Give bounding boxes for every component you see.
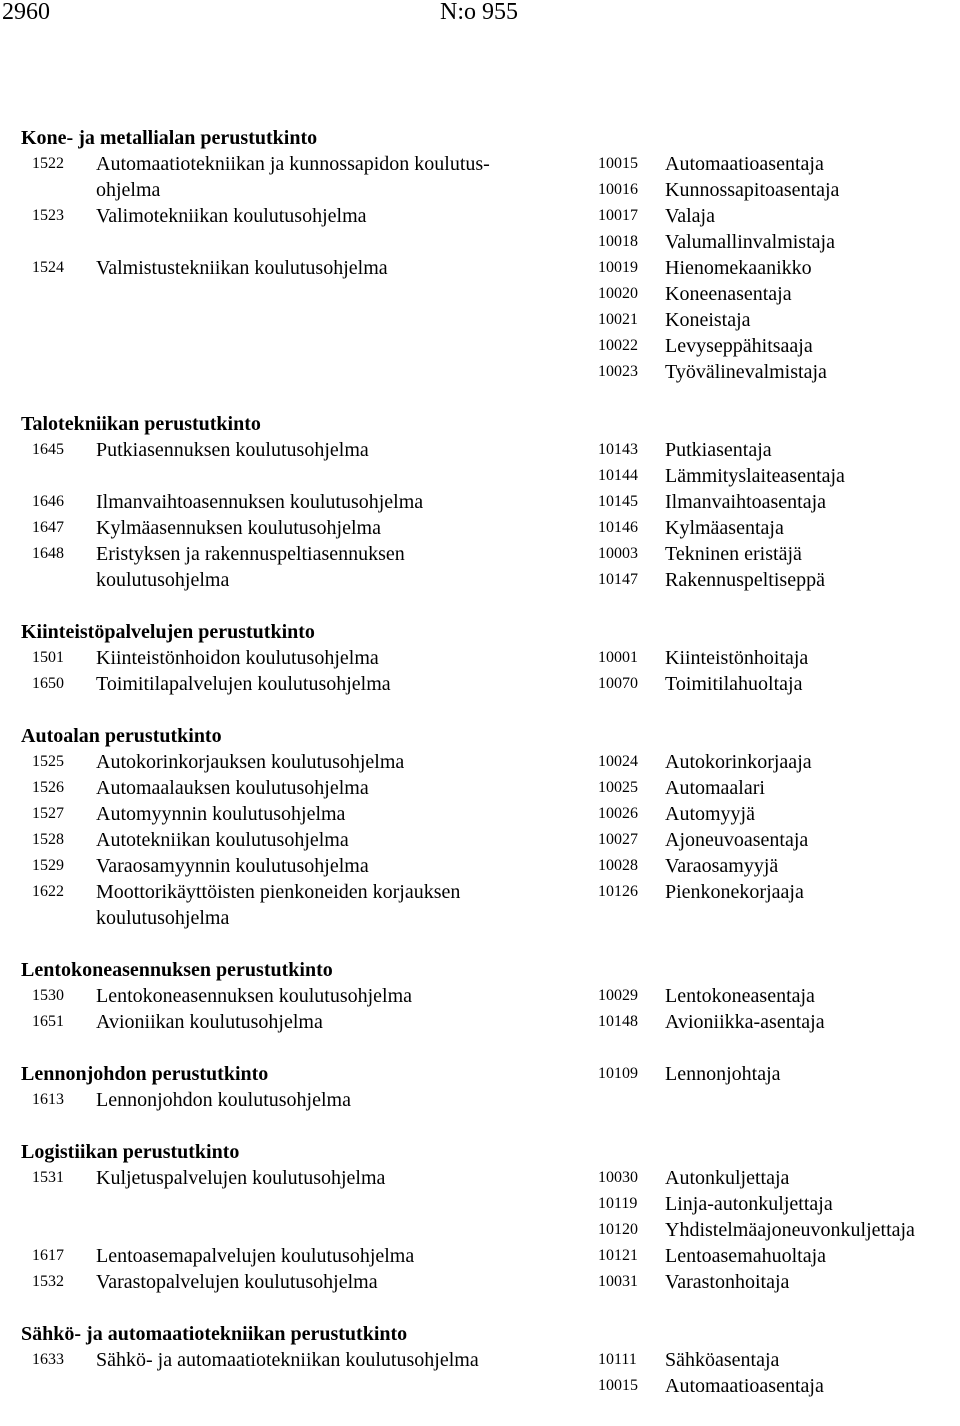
occupation-code: 10022 bbox=[598, 337, 638, 354]
occupation-title: Sähköasentaja bbox=[665, 1349, 780, 1371]
occupation-title: Putkiasentaja bbox=[665, 439, 772, 461]
programme-name: Lentoasemapalvelujen koulutusohjelma bbox=[96, 1245, 415, 1267]
programme-name: Sähkö- ja automaatiotekniikan koulutusohjelma bbox=[96, 1349, 479, 1371]
table-row bbox=[0, 203, 960, 229]
section-spacer bbox=[0, 697, 960, 723]
occupation-title: Kiinteistönhoitaja bbox=[665, 647, 809, 669]
section-title: Kone- ja metallialan perustutkinto bbox=[21, 127, 318, 149]
programme-name: Autokorinkorjauksen koulutusohjelma bbox=[96, 751, 405, 773]
table-row bbox=[0, 1269, 960, 1295]
table-row bbox=[0, 1087, 960, 1113]
table-row bbox=[0, 1009, 960, 1035]
occupation-code: 10119 bbox=[598, 1195, 638, 1212]
section-title: Sähkö- ja automaatiotekniikan perustutkinto bbox=[21, 1323, 408, 1345]
programme-code: 1526 bbox=[32, 779, 64, 796]
table-row bbox=[0, 671, 960, 697]
programme-code: 1530 bbox=[32, 987, 64, 1004]
programme-name: Automaalauksen koulutusohjelma bbox=[96, 777, 369, 799]
programme-code: 1650 bbox=[32, 675, 64, 692]
table-row bbox=[0, 307, 960, 333]
occupation-code: 10070 bbox=[598, 675, 638, 692]
occupation-code: 10025 bbox=[598, 779, 638, 796]
occupation-code: 10126 bbox=[598, 883, 638, 900]
table-row bbox=[0, 333, 960, 359]
occupation-title: Kunnossapitoasentaja bbox=[665, 179, 840, 201]
section-spacer bbox=[0, 1295, 960, 1321]
programme-code: 1527 bbox=[32, 805, 64, 822]
section-heading-line bbox=[0, 125, 960, 151]
page-header bbox=[0, 0, 960, 30]
occupation-code: 10148 bbox=[598, 1013, 638, 1030]
section-title: Logistiikan perustutkinto bbox=[21, 1141, 240, 1163]
programme-name: koulutusohjelma bbox=[96, 907, 230, 929]
occupation-title: Varastonhoitaja bbox=[665, 1271, 790, 1293]
section-title: Talotekniikan perustutkinto bbox=[21, 413, 261, 435]
programme-code: 1613 bbox=[32, 1091, 64, 1108]
table-row bbox=[0, 1217, 960, 1243]
occupation-title: Koneenasentaja bbox=[665, 283, 792, 305]
section-heading-line bbox=[0, 411, 960, 437]
table-row bbox=[0, 827, 960, 853]
section-title: Autoalan perustutkinto bbox=[21, 725, 222, 747]
table-row bbox=[0, 567, 960, 593]
table-row bbox=[0, 541, 960, 567]
occupation-title: Työvälinevalmistaja bbox=[665, 361, 827, 383]
occupation-title: Levyseppähitsaaja bbox=[665, 335, 813, 357]
occupation-title: Automaatioasentaja bbox=[665, 1375, 824, 1397]
table-row bbox=[0, 853, 960, 879]
occupation-code: 10144 bbox=[598, 467, 638, 484]
occupation-title: Linja-autonkuljettaja bbox=[665, 1193, 833, 1215]
table-row bbox=[0, 1347, 960, 1373]
table-row bbox=[0, 645, 960, 671]
programme-name: Automaatiotekniikan ja kunnossapidon koulutus- bbox=[96, 153, 490, 175]
occupation-title: Automyyjä bbox=[665, 803, 755, 825]
occupation-code: 10143 bbox=[598, 441, 638, 458]
programme-name: Varastopalvelujen koulutusohjelma bbox=[96, 1271, 378, 1293]
occupation-title: Ajoneuvoasentaja bbox=[665, 829, 809, 851]
programme-name: Kuljetuspalvelujen koulutusohjelma bbox=[96, 1167, 386, 1189]
occupation-title: Automaatioasentaja bbox=[665, 153, 824, 175]
programme-code: 1647 bbox=[32, 519, 64, 536]
occupation-title: Toimitilahuoltaja bbox=[665, 673, 803, 695]
section-title: Kiinteistöpalvelujen perustutkinto bbox=[21, 621, 315, 643]
occupation-title: Lennonjohtaja bbox=[665, 1063, 781, 1085]
occupation-code: 10028 bbox=[598, 857, 638, 874]
table-row bbox=[0, 905, 960, 931]
programme-code: 1501 bbox=[32, 649, 64, 666]
programme-name: Valmistustekniikan koulutusohjelma bbox=[96, 257, 388, 279]
occupation-code: 10003 bbox=[598, 545, 638, 562]
table-row bbox=[0, 1373, 960, 1399]
section-heading-line bbox=[0, 1139, 960, 1165]
table-row bbox=[0, 489, 960, 515]
occupation-code: 10146 bbox=[598, 519, 638, 536]
programme-name: Eristyksen ja rakennuspeltiasennuksen bbox=[96, 543, 405, 565]
occupation-title: Pienkonekorjaaja bbox=[665, 881, 804, 903]
occupation-title: Rakennuspeltiseppä bbox=[665, 569, 825, 591]
programme-code: 1524 bbox=[32, 259, 64, 276]
table-row bbox=[0, 463, 960, 489]
occupation-title: Varaosamyyjä bbox=[665, 855, 779, 877]
programme-name: Moottorikäyttöisten pienkoneiden korjauksen bbox=[96, 881, 461, 903]
occupation-code: 10018 bbox=[598, 233, 638, 250]
table-row bbox=[0, 801, 960, 827]
occupation-code: 10017 bbox=[598, 207, 638, 224]
table-row bbox=[0, 177, 960, 203]
section-title: Lentokoneasennuksen perustutkinto bbox=[21, 959, 333, 981]
occupation-code: 10029 bbox=[598, 987, 638, 1004]
programme-code: 1522 bbox=[32, 155, 64, 172]
occupation-title: Lämmityslaiteasentaja bbox=[665, 465, 845, 487]
section-spacer bbox=[0, 1113, 960, 1139]
occupation-title: Lentokoneasentaja bbox=[665, 985, 815, 1007]
programme-name: Varaosamyynnin koulutusohjelma bbox=[96, 855, 369, 877]
section-heading-line bbox=[0, 723, 960, 749]
programme-name: Kylmäasennuksen koulutusohjelma bbox=[96, 517, 381, 539]
programme-code: 1633 bbox=[32, 1351, 64, 1368]
occupation-code: 10111 bbox=[598, 1351, 637, 1368]
programme-code: 1648 bbox=[32, 545, 64, 562]
occupation-code: 10026 bbox=[598, 805, 638, 822]
occupation-title: Ilmanvaihtoasentaja bbox=[665, 491, 827, 513]
occupation-code: 10015 bbox=[598, 1377, 638, 1394]
table-row bbox=[0, 437, 960, 463]
occupation-title: Avioniikka-asentaja bbox=[665, 1011, 825, 1033]
occupation-code: 10015 bbox=[598, 155, 638, 172]
programme-name: Automyynnin koulutusohjelma bbox=[96, 803, 346, 825]
section-spacer bbox=[0, 1035, 960, 1061]
occupation-title: Hienomekaanikko bbox=[665, 257, 812, 279]
occupation-title: Autonkuljettaja bbox=[665, 1167, 790, 1189]
occupation-code: 10023 bbox=[598, 363, 638, 380]
table-row bbox=[0, 1191, 960, 1217]
occupation-title: Valumallinvalmistaja bbox=[665, 231, 835, 253]
occupation-title: Yhdistelmäajoneuvonkuljettaja bbox=[665, 1219, 915, 1241]
table-row bbox=[0, 775, 960, 801]
table-row bbox=[0, 229, 960, 255]
table-row bbox=[0, 1165, 960, 1191]
section-heading-line bbox=[0, 1061, 960, 1087]
occupation-code: 10120 bbox=[598, 1221, 638, 1238]
occupation-code: 10021 bbox=[598, 311, 638, 328]
occupation-code: 10024 bbox=[598, 753, 638, 770]
qualification-table bbox=[0, 125, 960, 1399]
table-row bbox=[0, 1243, 960, 1269]
section-spacer bbox=[0, 385, 960, 411]
occupation-title: Autokorinkorjaaja bbox=[665, 751, 812, 773]
programme-code: 1622 bbox=[32, 883, 64, 900]
issue-number: N:o 955 bbox=[440, 0, 518, 25]
programme-code: 1646 bbox=[32, 493, 64, 510]
programme-code: 1532 bbox=[32, 1273, 64, 1290]
programme-code: 1651 bbox=[32, 1013, 64, 1030]
occupation-code: 10145 bbox=[598, 493, 638, 510]
table-row bbox=[0, 151, 960, 177]
table-row bbox=[0, 281, 960, 307]
table-row bbox=[0, 983, 960, 1009]
table-row bbox=[0, 879, 960, 905]
section-heading-line bbox=[0, 619, 960, 645]
occupation-title: Automaalari bbox=[665, 777, 765, 799]
occupation-title: Kylmäasentaja bbox=[665, 517, 784, 539]
table-row bbox=[0, 515, 960, 541]
occupation-code: 10020 bbox=[598, 285, 638, 302]
occupation-code: 10016 bbox=[598, 181, 638, 198]
programme-name: Ilmanvaihtoasennuksen koulutusohjelma bbox=[96, 491, 424, 513]
occupation-title: Tekninen eristäjä bbox=[665, 543, 802, 565]
page-number: 2960 bbox=[2, 0, 50, 25]
programme-name: Toimitilapalvelujen koulutusohjelma bbox=[96, 673, 391, 695]
programme-name: Putkiasennuksen koulutusohjelma bbox=[96, 439, 369, 461]
section-spacer bbox=[0, 593, 960, 619]
programme-code: 1529 bbox=[32, 857, 64, 874]
occupation-title: Valaja bbox=[665, 205, 715, 227]
programme-code: 1531 bbox=[32, 1169, 64, 1186]
section-spacer bbox=[0, 931, 960, 957]
section-heading-line bbox=[0, 1321, 960, 1347]
programme-code: 1617 bbox=[32, 1247, 64, 1264]
occupation-code: 10019 bbox=[598, 259, 638, 276]
programme-name: Autotekniikan koulutusohjelma bbox=[96, 829, 349, 851]
occupation-code: 10027 bbox=[598, 831, 638, 848]
programme-name: Avioniikan koulutusohjelma bbox=[96, 1011, 323, 1033]
occupation-code: 10031 bbox=[598, 1273, 638, 1290]
occupation-title: Lentoasemahuoltaja bbox=[665, 1245, 827, 1267]
occupation-code: 10001 bbox=[598, 649, 638, 666]
occupation-code: 10147 bbox=[598, 571, 638, 588]
programme-name: Kiinteistönhoidon koulutusohjelma bbox=[96, 647, 379, 669]
programme-code: 1523 bbox=[32, 207, 64, 224]
programme-name: ohjelma bbox=[96, 179, 161, 201]
programme-name: Valimotekniikan koulutusohjelma bbox=[96, 205, 367, 227]
occupation-title: Koneistaja bbox=[665, 309, 751, 331]
table-row bbox=[0, 749, 960, 775]
programme-code: 1645 bbox=[32, 441, 64, 458]
occupation-code: 10109 bbox=[598, 1065, 638, 1082]
table-row bbox=[0, 359, 960, 385]
programme-name: koulutusohjelma bbox=[96, 569, 230, 591]
programme-name: Lentokoneasennuksen koulutusohjelma bbox=[96, 985, 413, 1007]
programme-code: 1528 bbox=[32, 831, 64, 848]
occupation-code: 10121 bbox=[598, 1247, 638, 1264]
section-heading-line bbox=[0, 957, 960, 983]
programme-code: 1525 bbox=[32, 753, 64, 770]
programme-name: Lennonjohdon koulutusohjelma bbox=[96, 1089, 351, 1111]
section-title: Lennonjohdon perustutkinto bbox=[21, 1063, 269, 1085]
occupation-code: 10030 bbox=[598, 1169, 638, 1186]
table-row bbox=[0, 255, 960, 281]
